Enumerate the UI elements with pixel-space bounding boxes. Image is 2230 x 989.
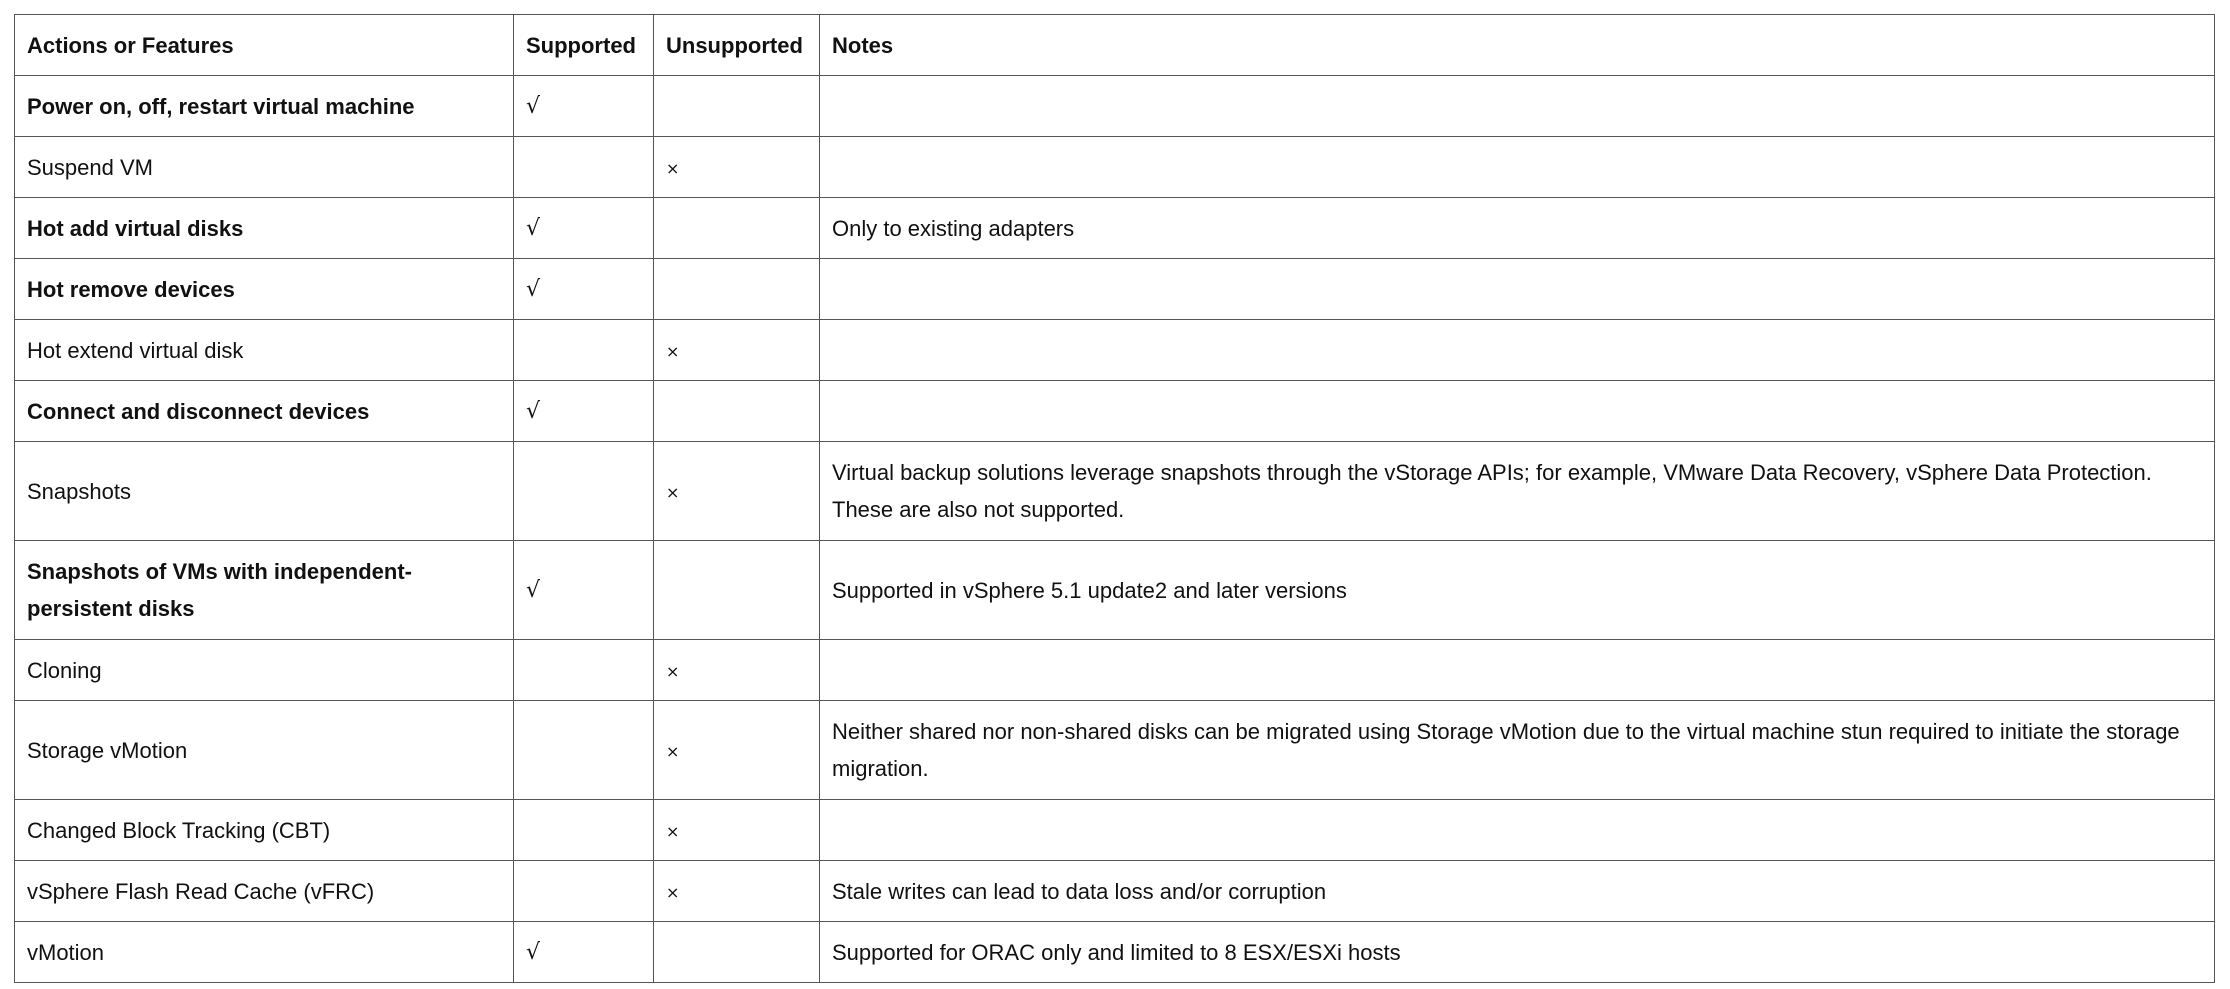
unsupported-cell [654, 922, 820, 983]
notes-cell: Only to existing adapters [820, 198, 2215, 259]
table-row [15, 76, 2215, 137]
checkmark-icon: √ [526, 578, 541, 603]
supported-cell [514, 442, 654, 541]
notes-cell: Supported in vSphere 5.1 update2 and later versions [820, 541, 2215, 640]
table-row [15, 259, 2215, 320]
checkmark-icon: √ [526, 216, 541, 241]
checkmark-icon: √ [526, 94, 541, 119]
checkmark-icon: √ [526, 277, 541, 302]
table-row [15, 381, 2215, 442]
table-row [15, 640, 2215, 701]
supported-cell [514, 541, 654, 640]
unsupported-cell [654, 541, 820, 640]
feature-cell: vSphere Flash Read Cache (vFRC) [15, 861, 514, 922]
notes-cell: Neither shared nor non-shared disks can be migrated using Storage vMotion due to the virtual machine stun required to initiate the storage migration. [820, 701, 2215, 800]
supported-cell [514, 198, 654, 259]
supported-cell [514, 320, 654, 381]
unsupported-cell [654, 800, 820, 861]
feature-cell: Connect and disconnect devices [15, 381, 514, 442]
unsupported-cell [654, 259, 820, 320]
feature-cell: Cloning [15, 640, 514, 701]
cross-icon: × [666, 482, 680, 502]
table-row [15, 137, 2215, 198]
supported-cell [514, 137, 654, 198]
unsupported-cell [654, 701, 820, 800]
header-actions-or-features: Actions or Features [15, 15, 514, 76]
supported-cell [514, 861, 654, 922]
notes-cell: Supported for ORAC only and limited to 8 ESX/ESXi hosts [820, 922, 2215, 983]
notes-cell: Stale writes can lead to data loss and/or corruption [820, 861, 2215, 922]
supported-cell [514, 381, 654, 442]
supported-cell [514, 259, 654, 320]
cross-icon: × [666, 741, 680, 761]
feature-cell: Storage vMotion [15, 701, 514, 800]
feature-cell: Hot add virtual disks [15, 198, 514, 259]
checkmark-icon: √ [526, 940, 541, 965]
table-row [15, 442, 2215, 541]
feature-cell: vMotion [15, 922, 514, 983]
table-row [15, 198, 2215, 259]
table-row [15, 800, 2215, 861]
feature-cell: Hot extend virtual disk [15, 320, 514, 381]
unsupported-cell [654, 381, 820, 442]
unsupported-cell [654, 442, 820, 541]
table-row [15, 701, 2215, 800]
header-supported: Supported [514, 15, 654, 76]
supported-cell [514, 922, 654, 983]
notes-cell [820, 137, 2215, 198]
feature-cell: Changed Block Tracking (CBT) [15, 800, 514, 861]
notes-cell [820, 640, 2215, 701]
feature-cell: Snapshots [15, 442, 514, 541]
cross-icon: × [666, 341, 680, 361]
feature-cell: Suspend VM [15, 137, 514, 198]
table-body [15, 76, 2215, 983]
supported-cell [514, 701, 654, 800]
unsupported-cell [654, 76, 820, 137]
cross-icon: × [666, 821, 680, 841]
cross-icon: × [666, 158, 680, 178]
notes-cell [820, 800, 2215, 861]
notes-cell [820, 76, 2215, 137]
cross-icon: × [666, 882, 680, 902]
table-row [15, 320, 2215, 381]
feature-cell: Hot remove devices [15, 259, 514, 320]
features-support-table [14, 14, 2215, 983]
supported-cell [514, 640, 654, 701]
notes-cell [820, 259, 2215, 320]
feature-cell: Power on, off, restart virtual machine [15, 76, 514, 137]
table-row [15, 922, 2215, 983]
header-unsupported: Unsupported [654, 15, 820, 76]
supported-cell [514, 76, 654, 137]
table-row [15, 861, 2215, 922]
notes-cell: Virtual backup solutions leverage snapshots through the vStorage APIs; for example, VMware Data Recovery, vSphere Data Protection. These are also not supported. [820, 442, 2215, 541]
header-notes: Notes [820, 15, 2215, 76]
unsupported-cell [654, 640, 820, 701]
unsupported-cell [654, 861, 820, 922]
feature-cell: Snapshots of VMs with independent-persistent disks [15, 541, 514, 640]
unsupported-cell [654, 320, 820, 381]
table-header-row [15, 15, 2215, 76]
table-row [15, 541, 2215, 640]
supported-cell [514, 800, 654, 861]
unsupported-cell [654, 198, 820, 259]
cross-icon: × [666, 661, 680, 681]
notes-cell [820, 381, 2215, 442]
checkmark-icon: √ [526, 399, 541, 424]
notes-cell [820, 320, 2215, 381]
unsupported-cell [654, 137, 820, 198]
